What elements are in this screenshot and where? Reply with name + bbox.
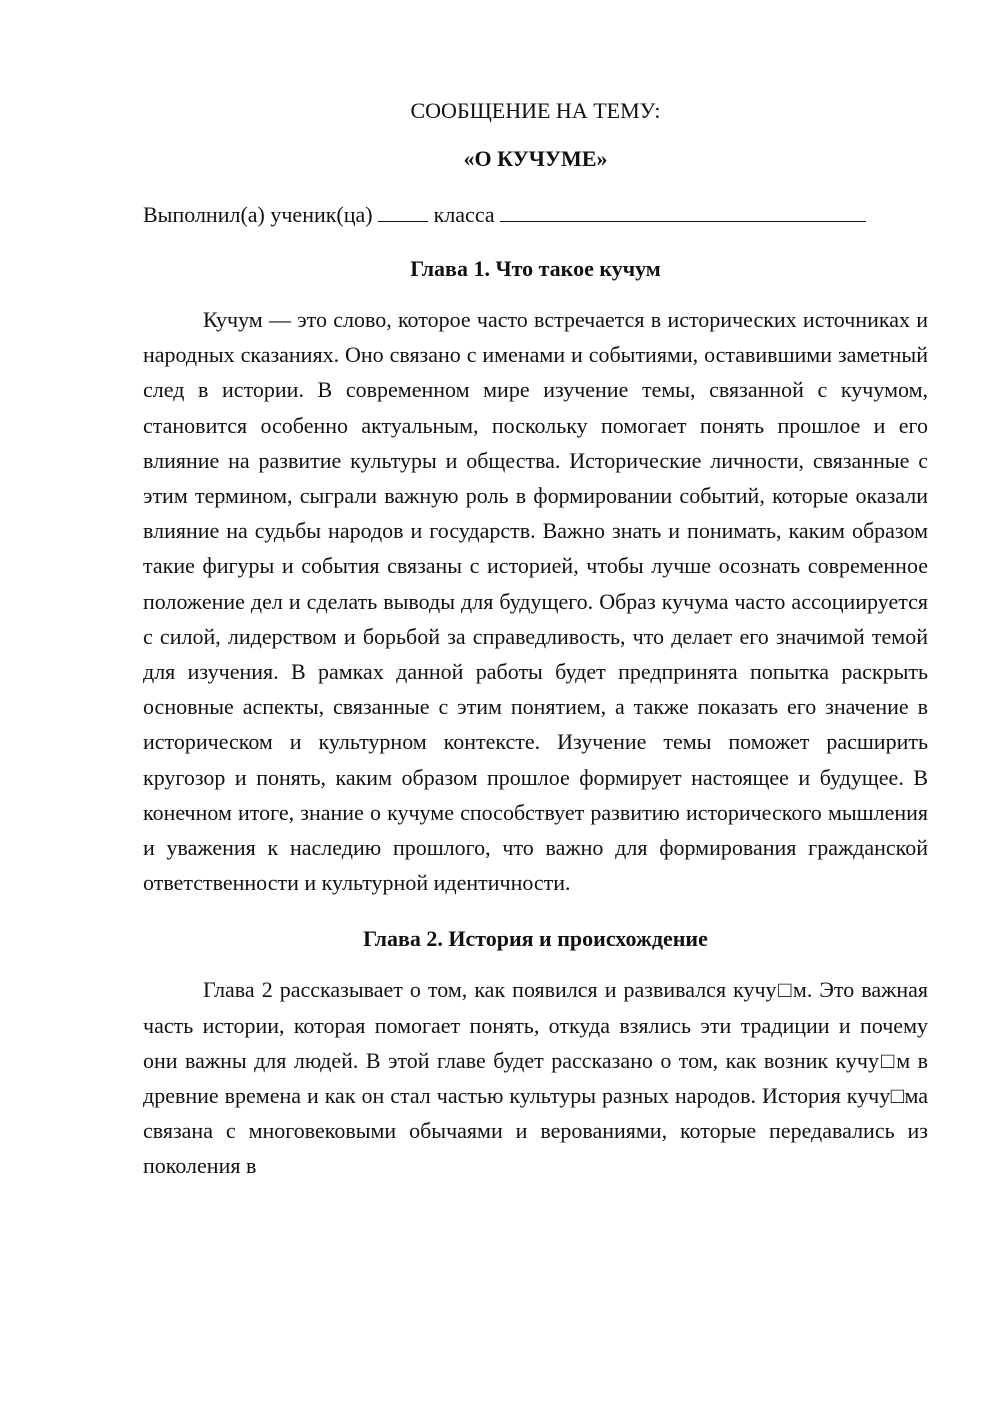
- author-line: [143, 200, 928, 230]
- author-prefix: Выполнил(а) ученик(ца): [143, 202, 373, 227]
- document-title: «О КУЧУМЕ»: [463, 146, 608, 171]
- chapter-2-paragraph: Глава 2 рассказывает о том, как появился и развивался кучу□м. Это важная часть истории, которая помогает понять, откуда взялись эти традиции и почему они важны для людей. В этой главе будет рассказано о том, как возник кучу□м в древние времена и как он стал частью культуры разных народов. История кучу□ма связана с многовековыми обычаями и верованиями, которые передавались из поколения в: [143, 977, 928, 1179]
- grade-blank: [378, 201, 428, 222]
- chapter-1-paragraph: Кучум — это слово, которое часто встречается в исторических источниках и народных сказаниях. Оно связано с именами и событиями, оставившими заметный след в истории. В современном мире изучение темы, связанной с кучумом, становится особенно актуальным, поскольку помогает понять прошлое и его влияние на развитие культуры и общества. Исторические личности, связанные с этим термином, сыграли важную роль в формировании событий, которые оказали влияние на судьбы народов и государств. Важно знать и понимать, каким образом такие фигуры и события связаны с историей, чтобы лучше осознать современное положение дел и сделать выводы для будущего. Образ кучума часто ассоциируется с силой, лидерством и борьбой за справедливость, что делает его значимой темой для изучения. В рамках данной работы будет предпринята попытка раскрыть основные аспекты, связанные с этим понятием, а также показать его значение в историческом и культурном контексте. Изучение темы поможет расширить кругозор и понять, каким образом прошлое формирует настоящее и будущее. В конечном итоге, знание о кучуме способствует развитию исторического мышления и уважения к наследию прошлого, что важно для формирования гражданской ответственности и культурной идентичности.: [143, 307, 928, 896]
- chapter-1-heading: Глава 1. Что такое кучум: [410, 256, 661, 281]
- name-blank: [500, 201, 866, 222]
- class-label: класса: [433, 202, 495, 227]
- topic-label: СООБЩЕНИЕ НА ТЕМУ:: [410, 98, 661, 123]
- chapter-2-heading: Глава 2. История и происхождение: [363, 926, 708, 952]
- document-page: [143, 96, 928, 1184]
